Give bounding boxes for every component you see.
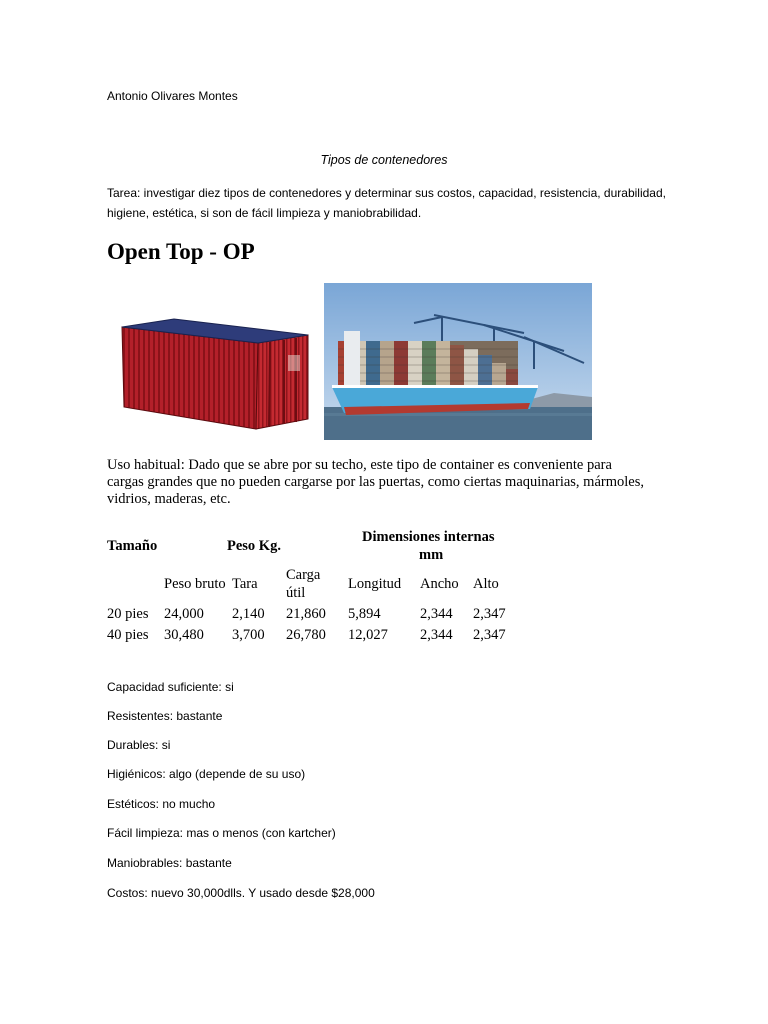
cell-tamano: 20 pies: [107, 606, 149, 622]
property-maniobrabilidad: Maniobrables: bastante: [107, 856, 232, 870]
property-capacidad: Capacidad suficiente: si: [107, 680, 234, 694]
property-durabilidad: Durables: si: [107, 738, 171, 752]
container-ship-photo: [324, 283, 592, 440]
cell-carga: 26,780: [286, 627, 326, 643]
author-name: Antonio Olivares Montes: [107, 89, 238, 103]
task-description: Tarea: investigar diez tipos de contenedores y determinar sus costos, capacidad, resistencia, durabilidad, higiene, estética, si son de fácil limpieza y maniobrabilidad.: [107, 186, 666, 220]
cell-longitud: 5,894: [348, 606, 381, 622]
subheader-ancho: Ancho: [420, 576, 459, 592]
cell-longitud: 12,027: [348, 627, 388, 643]
cell-peso-bruto: 24,000: [164, 606, 204, 622]
cell-ancho: 2,344: [420, 627, 453, 643]
document-title: Tipos de contenedores: [320, 153, 448, 167]
property-estetica: Estéticos: no mucho: [107, 797, 216, 811]
header-dimensiones-unit: mm: [419, 547, 444, 563]
header-peso: Peso Kg.: [227, 538, 281, 554]
subheader-longitud: Longitud: [348, 576, 402, 592]
header-tamano: Tamaño: [107, 538, 158, 554]
subheader-carga-util-2: útil: [286, 585, 306, 601]
cell-ancho: 2,344: [420, 606, 453, 622]
subheader-tara: Tara: [232, 576, 258, 592]
property-limpieza: Fácil limpieza: mas o menos (con kartcher): [107, 826, 336, 840]
cell-peso-bruto: 30,480: [164, 627, 204, 643]
usage-paragraph: Uso habitual: Dado que se abre por su techo, este tipo de container es conveniente para cargas grandes que no pueden cargarse por las puertas, como ciertas maquinarias, mármoles, vidrios, maderas, etc.: [107, 457, 644, 507]
cell-alto: 2,347: [473, 627, 506, 643]
header-dimensiones: Dimensiones internas: [362, 529, 495, 545]
subheader-peso-bruto: Peso bruto: [164, 576, 226, 592]
property-resistencia: Resistentes: bastante: [107, 709, 223, 723]
cell-tara: 3,700: [232, 627, 265, 643]
property-higiene: Higiénicos: algo (depende de su uso): [107, 767, 306, 781]
cell-carga: 21,860: [286, 606, 326, 622]
cell-tamano: 40 pies: [107, 627, 149, 643]
cell-alto: 2,347: [473, 606, 506, 622]
subheader-carga-util: Carga: [286, 567, 321, 583]
section-heading: Open Top - OP: [107, 239, 255, 264]
cell-tara: 2,140: [232, 606, 265, 622]
open-top-container-image: [118, 315, 314, 433]
subheader-alto: Alto: [473, 576, 499, 592]
property-costos: Costos: nuevo 30,000dlls. Y usado desde $28,000: [107, 886, 375, 900]
